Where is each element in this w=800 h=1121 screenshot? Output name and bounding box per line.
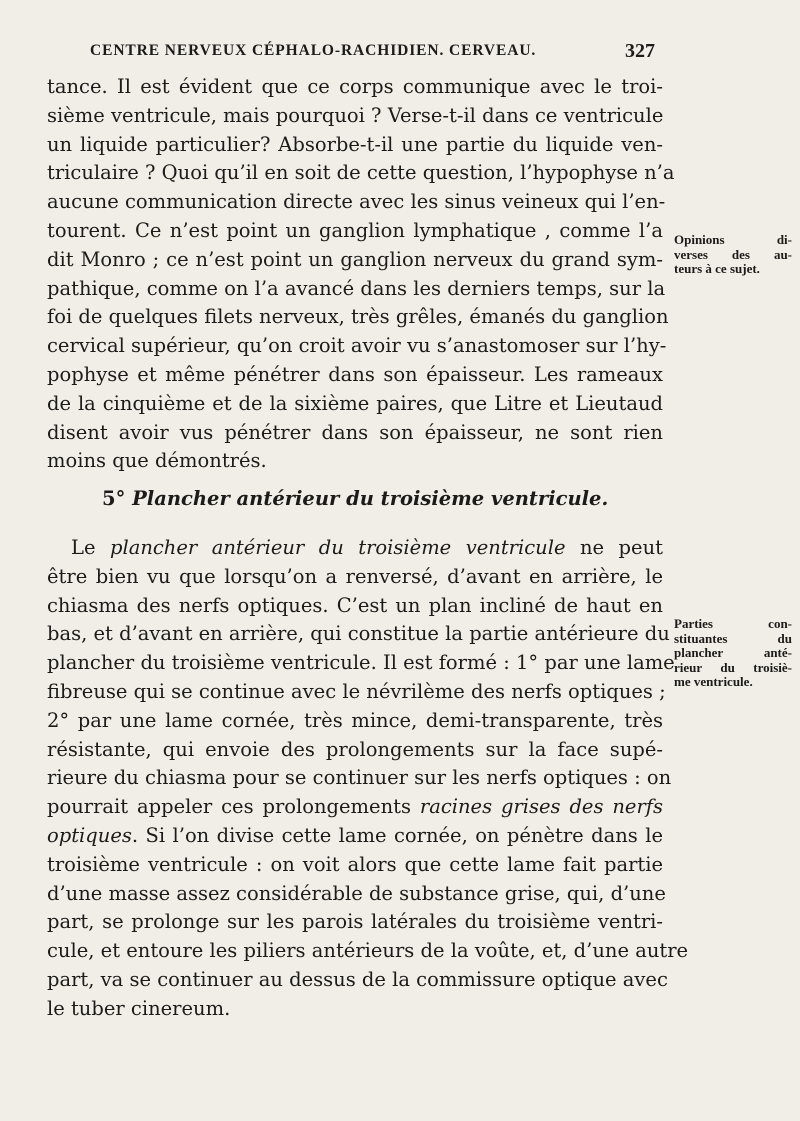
text-line: optiques. Si l’on divise cette lame cornée, on pénètre dans le xyxy=(47,823,663,847)
text-line: pathique, comme on l’a avancé dans les derniers temps, sur la xyxy=(47,276,666,300)
margin-note-line: stituantes du xyxy=(674,630,792,646)
page-number: 327 xyxy=(625,40,655,62)
section-number: 5° xyxy=(102,487,126,511)
text-line: 2° par une lame cornée, très mince, demi-transparente, très xyxy=(47,708,663,732)
text-line: tance. Il est évident que ce corps communique avec le troi- xyxy=(47,75,663,98)
emphasis-term: plancher antérieur du troisième ventricule xyxy=(109,535,566,559)
text-line: foi de quelques filets nerveux, très grêles, émanés du ganglion xyxy=(47,305,669,329)
text-line: aucune communication directe avec les sinus veineux qui l’en- xyxy=(47,190,666,214)
margin-note-line: Parties con- xyxy=(674,616,792,631)
margin-note-line: verses des au- xyxy=(674,246,792,262)
emphasis-term: racines grises des nerfs xyxy=(419,795,663,819)
text-line: cule, et entoure les piliers antérieurs de la voûte, et, d’une autre xyxy=(47,939,689,963)
text-line: bas, et d’avant en arrière, qui constitue la partie antérieure du xyxy=(47,622,670,646)
text-line: fibreuse qui se continue avec le névrilème des nerfs optiques ; xyxy=(47,679,666,703)
text-line: plancher du troisième ventricule. Il est formé : 1° par une lame xyxy=(47,651,675,675)
text-line: part, se prolonge sur les parois latérales du troisième ventri- xyxy=(47,910,663,934)
text-line: le tuber cinereum. xyxy=(47,996,231,1020)
body-text xyxy=(47,73,689,1024)
text-line: troisième ventricule : on voit alors que cette lame fait partie xyxy=(47,852,663,876)
text-line: rieure du chiasma pour se continuer sur les nerfs optiques : on xyxy=(47,766,672,790)
margin-note-parties xyxy=(674,617,792,690)
margin-note-line: plancher anté- xyxy=(674,645,792,660)
text-line: d’une masse assez considérable de substance grise, qui, d’une xyxy=(47,881,666,905)
text-line: de la cinquième et de la sixième paires, que Litre et Lieutaud xyxy=(47,391,663,415)
margin-note-line: Opinions di- xyxy=(674,232,792,247)
text-line: triculaire ? Quoi qu’il en soit de cette question, l’hypophyse n’a xyxy=(47,161,675,185)
running-head xyxy=(90,40,655,68)
text-line: cervical supérieur, qu’on croit avoir vu s’anastomoser sur l’hy- xyxy=(47,334,667,358)
text-line: un liquide particulier? Absorbe-t-il une partie du liquide ven- xyxy=(47,132,663,156)
text-line: Le plancher antérieur du troisième ventricule ne peut xyxy=(71,535,663,559)
text-line: tourent. Ce n’est point un ganglion lymphatique , comme l’a xyxy=(47,218,663,242)
text-line: chiasma des nerfs optiques. C’est un plan incliné de haut en xyxy=(47,593,663,617)
margin-note-line: me ventricule. xyxy=(674,674,753,689)
running-title: CENTRE NERVEUX CÉPHALO-RACHIDIEN. CERVEAU. xyxy=(90,42,537,59)
text-line: dit Monro ; ce n’est point un ganglion nerveux du grand sym- xyxy=(47,247,663,271)
section-title: Plancher antérieur du troisième ventricule. xyxy=(132,487,609,511)
text-line: être bien vu que lorsqu’on a renversé, d’avant en arrière, le xyxy=(47,564,663,588)
text-line: part, va se continuer au dessus de la commissure optique avec xyxy=(47,967,668,991)
section-heading xyxy=(47,485,663,514)
emphasis-term: optiques xyxy=(47,823,132,847)
text-line: sième ventricule, mais pourquoi ? Verse-t-il dans ce ventricule xyxy=(47,103,664,127)
margin-note-line: teurs à ce sujet. xyxy=(674,261,760,276)
text-line: pourrait appeler ces prolongements racines grises des nerfs xyxy=(47,795,663,819)
text-line: moins que démontrés. xyxy=(47,449,267,473)
text-line: disent avoir vus pénétrer dans son épaisseur, ne sont rien xyxy=(47,420,663,444)
margin-note-opinions xyxy=(674,233,792,277)
text-line: résistante, qui envoie des prolongements sur la face supé- xyxy=(47,737,663,761)
text-line: pophyse et même pénétrer dans son épaisseur. Les rameaux xyxy=(47,362,663,386)
margin-note-line: rieur du troisiè- xyxy=(674,659,792,675)
